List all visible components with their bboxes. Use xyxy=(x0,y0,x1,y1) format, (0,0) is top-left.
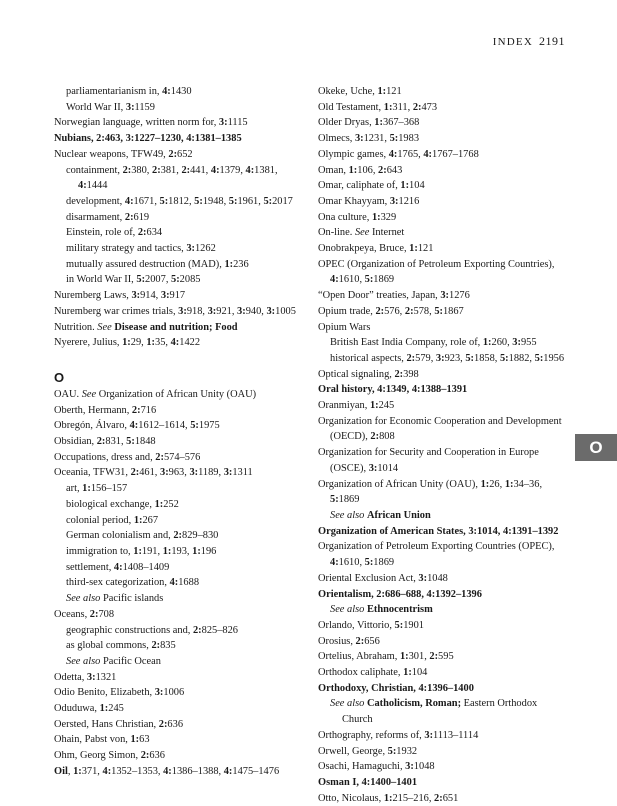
index-entry: Nubians, 2:463, 3:1227–1230, 4:1381–1385 xyxy=(54,133,242,145)
index-entry: Odio Benito, Elizabeth, 3:1006 xyxy=(54,687,185,699)
running-header xyxy=(493,34,565,49)
index-entry: Orientalism, 2:686–688, 4:1392–1396 xyxy=(318,588,482,600)
index-entry: Oil, 1:371, 4:1352–1353, 4:1386–1388, 4:1475–1476 xyxy=(54,765,280,777)
index-entry: Odetta, 3:1321 xyxy=(54,671,117,683)
index-subentry: settlement, 4:1408–1409 xyxy=(66,561,170,573)
section-gap xyxy=(54,351,304,363)
index-entry: Organization of Petroleum Exporting Countries (OPEC), 4:1610, 5:1869 xyxy=(318,541,555,569)
index-entry: Oersted, Hans Christian, 2:636 xyxy=(54,718,184,730)
index-entry: Occupations, dress and, 2:574–576 xyxy=(54,451,201,463)
index-subentry: development, 4:1671, 5:1812, 5:1948, 5:1961, 5:2017 xyxy=(66,195,293,207)
index-entry: Organization of African Unity (OAU), 1:26, 1:34–36, 5:1869 xyxy=(318,478,543,506)
index-subentry: immigration to, 1:191, 1:193, 1:196 xyxy=(66,545,217,557)
index-entry: Older Dryas, 1:367–368 xyxy=(318,117,420,129)
index-subentry: as global commons, 2:835 xyxy=(66,640,176,652)
index-entry: Onobrakpeya, Bruce, 1:121 xyxy=(318,243,434,255)
index-subentry: disarmament, 2:619 xyxy=(66,211,150,223)
index-subentry: containment, 2:380, 2:381, 2:441, 4:1379, 4:1381, 4:1444 xyxy=(66,164,278,192)
index-entry: Orthodoxy, Christian, 4:1396–1400 xyxy=(318,682,474,694)
index-entry: Obsidian, 2:831, 5:1848 xyxy=(54,436,156,448)
index-subentry: third-sex categorization, 4:1688 xyxy=(66,577,200,589)
index-subentry: See also Pacific Ocean xyxy=(66,655,161,667)
index-entry: Osman I, 4:1400–1401 xyxy=(318,776,418,788)
index-entry: Oberth, Hermann, 2:716 xyxy=(54,404,157,416)
index-entry: Otto, Nicolaus, 1:215–216, 2:651 xyxy=(318,792,459,804)
index-entry: Orthography, reforms of, 3:1113–1114 xyxy=(318,729,479,741)
index-entry: OPEC (Organization of Petroleum Exporting Countries), 4:1610, 5:1869 xyxy=(318,258,555,286)
index-subentry: colonial period, 1:267 xyxy=(66,514,159,526)
index-entry: Obregón, Álvaro, 4:1612–1614, 5:1975 xyxy=(54,420,220,432)
index-entry: Nutrition. See Disease and nutrition; Food xyxy=(54,321,238,333)
index-subentry: British East India Company, role of, 1:260, 3:955 xyxy=(330,337,537,349)
index-entry: Organization for Economic Cooperation and Development (OECD), 2:808 xyxy=(318,415,562,443)
index-subentry: historical aspects, 2:579, 3:923, 5:1858, 5:1882, 5:1956 xyxy=(330,352,565,364)
page-number: 2191 xyxy=(539,34,565,48)
index-subentry: See also Catholicism, Roman; Eastern Orthodox Church xyxy=(330,698,538,726)
index-entry: Ohm, Georg Simon, 2:636 xyxy=(54,750,165,762)
index-entry: Nuremberg war crimes trials, 3:918, 3:921, 3:940, 3:1005 xyxy=(54,305,296,317)
index-subentry: military strategy and tactics, 3:1262 xyxy=(66,243,216,255)
index-entry: Oranmiyan, 1:245 xyxy=(318,400,395,412)
index-entry: Nuremberg Laws, 3:914, 3:917 xyxy=(54,290,186,302)
index-entry: Ortelius, Abraham, 1:301, 2:595 xyxy=(318,651,454,663)
letter-heading: O xyxy=(54,369,65,385)
index-subentry: geographic constructions and, 2:825–826 xyxy=(66,624,238,636)
index-entry: Norwegian language, written norm for, 3:1115 xyxy=(54,117,248,129)
index-subentry: World War II, 3:1159 xyxy=(66,101,155,113)
index-entry: Organization of American States, 3:1014, 4:1391–1392 xyxy=(318,525,559,537)
index-entry: Orosius, 2:656 xyxy=(318,635,380,647)
index-entry: Old Testament, 1:311, 2:473 xyxy=(318,101,438,113)
index-entry: Oriental Exclusion Act, 3:1048 xyxy=(318,572,448,584)
index-entry: Omar Khayyam, 3:1216 xyxy=(318,195,420,207)
index-entry: Osachi, Hamaguchi, 3:1048 xyxy=(318,761,435,773)
section-thumb-tab: O xyxy=(575,434,617,461)
index-entry: Okeke, Uche, 1:121 xyxy=(318,86,402,97)
index-entry: On-line. See Internet xyxy=(318,227,405,239)
index-entry: Olympic games, 4:1765, 4:1767–1768 xyxy=(318,148,479,160)
index-entry: Oduduwa, 1:245 xyxy=(54,703,124,715)
index-entry: Ohain, Pabst von, 1:63 xyxy=(54,734,150,746)
index-subentry: German colonialism and, 2:829–830 xyxy=(66,530,219,542)
index-subentry: art, 1:156–157 xyxy=(66,483,128,495)
index-entry: Orlando, Vittorio, 5:1901 xyxy=(318,619,424,631)
index-entry: Opium Wars xyxy=(318,321,371,333)
index-entry: Optical signaling, 2:398 xyxy=(318,368,419,380)
index-entry: Nyerere, Julius, 1:29, 1:35, 4:1422 xyxy=(54,337,201,349)
index-column-left xyxy=(54,84,304,780)
index-entry: Ona culture, 1:329 xyxy=(318,211,397,223)
index-subentry: See also Ethnocentrism xyxy=(330,604,433,616)
index-subentry: See also African Union xyxy=(330,509,431,521)
index-column-right xyxy=(318,84,568,806)
index-entry: Omar, caliphate of, 1:104 xyxy=(318,180,425,192)
index-entry: Orthodox caliphate, 1:104 xyxy=(318,667,428,679)
index-entry: Organization for Security and Cooperation in Europe (OSCE), 3:1014 xyxy=(318,447,539,474)
index-entry: Oceania, TFW31, 2:461, 3:963, 3:1189, 3:1311 xyxy=(54,467,253,479)
index-subentry: in World War II, 5:2007, 5:2085 xyxy=(66,274,201,286)
index-entry: OAU. See Organization of African Unity (OAU) xyxy=(54,388,257,400)
index-entry: “Open Door” treaties, Japan, 3:1276 xyxy=(318,290,470,302)
index-subentry: Einstein, role of, 2:634 xyxy=(66,227,163,239)
header-label: INDEX xyxy=(492,36,533,48)
index-entry: Olmecs, 3:1231, 5:1983 xyxy=(318,133,420,145)
index-subentry: See also Pacific islands xyxy=(66,593,164,605)
index-entry: Nuclear weapons, TFW49, 2:652 xyxy=(54,148,193,160)
index-subentry: mutually assured destruction (MAD), 1:236 xyxy=(66,258,249,270)
index-entry: Oceans, 2:708 xyxy=(54,608,115,620)
index-entry: Orwell, George, 5:1932 xyxy=(318,745,418,757)
index-subentry: parliamentarianism in, 4:1430 xyxy=(66,86,192,97)
index-subentry: biological exchange, 1:252 xyxy=(66,498,179,510)
index-entry: Oral history, 4:1349, 4:1388–1391 xyxy=(318,384,468,396)
index-entry: Oman, 1:106, 2:643 xyxy=(318,164,403,176)
index-entry: Opium trade, 2:576, 2:578, 5:1867 xyxy=(318,305,464,317)
